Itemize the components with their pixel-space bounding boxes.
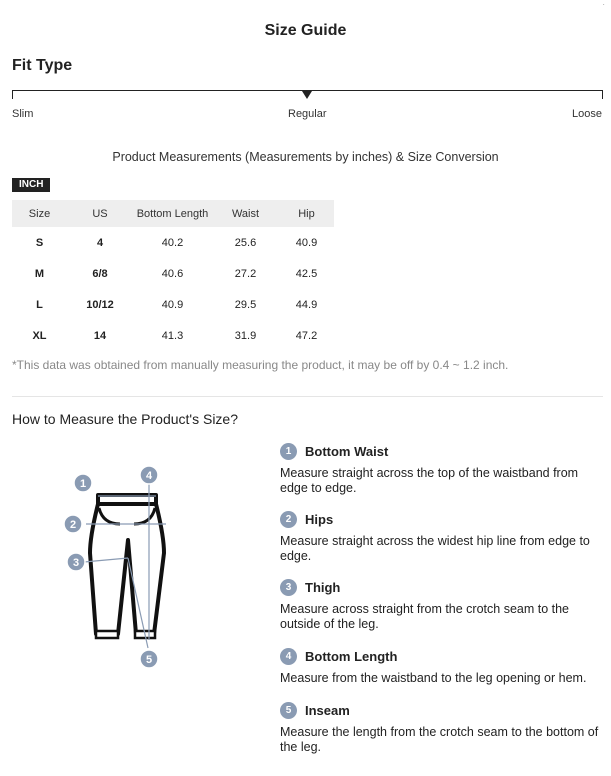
step-title: Hips — [305, 511, 334, 527]
table-header-row — [12, 200, 334, 227]
step-number-badge: 1 — [280, 443, 297, 460]
measurements-caption: Product Measurements (Measurements by inches) & Size Conversion — [112, 150, 499, 164]
step-title: Bottom Length — [305, 648, 398, 664]
measurement-disclaimer: *This data was obtained from manually measuring the product, it may be off by 0.4 ~ 1.2 inch. — [12, 358, 509, 372]
measure-step-thigh — [280, 578, 605, 632]
pants-outline-icon — [90, 495, 164, 634]
column-header: US — [67, 200, 133, 227]
table-cell: 40.6 — [161, 267, 184, 280]
pants-diagram — [56, 458, 186, 678]
table-cell: 4 — [96, 236, 104, 249]
table-cell: 14 — [93, 329, 107, 342]
measure-step-bottom-waist — [280, 442, 605, 496]
fit-label-regular: Regular — [288, 108, 327, 120]
step-number-badge: 2 — [280, 511, 297, 528]
step-description: Measure the length from the crotch seam to the bottom of the leg. — [280, 725, 599, 754]
fit-marker-icon — [302, 91, 312, 99]
step-title: Bottom Waist — [305, 443, 389, 459]
table-cell: 42.5 — [295, 267, 318, 280]
table-cell: 41.3 — [161, 329, 184, 342]
step-number-badge: 4 — [280, 648, 297, 665]
table-cell: XL — [32, 329, 47, 342]
table-cell: 27.2 — [234, 267, 257, 280]
table-cell: 40.2 — [161, 236, 184, 249]
table-cell: 25.6 — [234, 236, 257, 249]
step-description: Measure straight across the top of the waistband from edge to edge. — [280, 466, 579, 495]
diagram-marker-5 — [140, 650, 158, 668]
marker-label: 4 — [145, 470, 153, 482]
table-cell: 40.9 — [295, 236, 318, 249]
step-title: Thigh — [305, 579, 341, 595]
step-description: Measure across straight from the crotch seam to the outside of the leg. — [280, 602, 570, 631]
marker-label: 3 — [72, 557, 80, 569]
step-number-badge: 3 — [280, 579, 297, 596]
how-to-measure-heading: How to Measure the Product's Size? — [12, 411, 239, 427]
table-row — [12, 227, 334, 258]
fit-scale-tick-left — [12, 90, 13, 99]
step-number-badge: 5 — [280, 702, 297, 719]
table-cell: L — [36, 298, 43, 311]
diagram-marker-2 — [64, 515, 82, 533]
table-cell: 10/12 — [86, 298, 114, 311]
marker-label: 1 — [79, 478, 87, 490]
step-title: Inseam — [305, 702, 350, 718]
table-cell: 44.9 — [295, 298, 318, 311]
measure-step-inseam — [280, 701, 605, 755]
fit-label-loose: Loose — [572, 108, 602, 120]
marker-label: 2 — [69, 519, 77, 531]
table-row — [12, 320, 334, 351]
table-cell: 31.9 — [234, 329, 257, 342]
table-cell: S — [35, 236, 44, 249]
column-header: Waist — [212, 200, 279, 227]
diagram-marker-1 — [74, 474, 92, 492]
marker-label: 5 — [145, 654, 153, 666]
close-mark[interactable]: · — [602, 0, 605, 9]
diagram-marker-4 — [140, 466, 158, 484]
step-description: Measure from the waistband to the leg opening or hem. — [280, 671, 587, 685]
table-row — [12, 289, 334, 320]
section-divider — [12, 396, 603, 397]
page-title: Size Guide — [264, 22, 347, 39]
fit-type-heading: Fit Type — [12, 57, 73, 74]
table-cell: 29.5 — [234, 298, 257, 311]
size-table — [12, 200, 334, 351]
table-cell: 47.2 — [295, 329, 318, 342]
column-header: Hip — [279, 200, 334, 227]
measure-step-hips — [280, 510, 605, 564]
diagram-marker-3 — [67, 553, 85, 571]
unit-tag[interactable]: INCH — [12, 178, 50, 192]
column-header: Bottom Length — [133, 200, 212, 227]
step-description: Measure straight across the widest hip line from edge to edge. — [280, 534, 590, 563]
fit-scale-tick-right — [602, 90, 603, 99]
table-row — [12, 258, 334, 289]
table-cell: 6/8 — [92, 267, 108, 280]
table-cell: 40.9 — [161, 298, 184, 311]
fit-label-slim: Slim — [12, 108, 34, 120]
column-header: Size — [12, 200, 67, 227]
table-cell: M — [34, 267, 45, 280]
measure-step-bottom-length — [280, 647, 605, 686]
